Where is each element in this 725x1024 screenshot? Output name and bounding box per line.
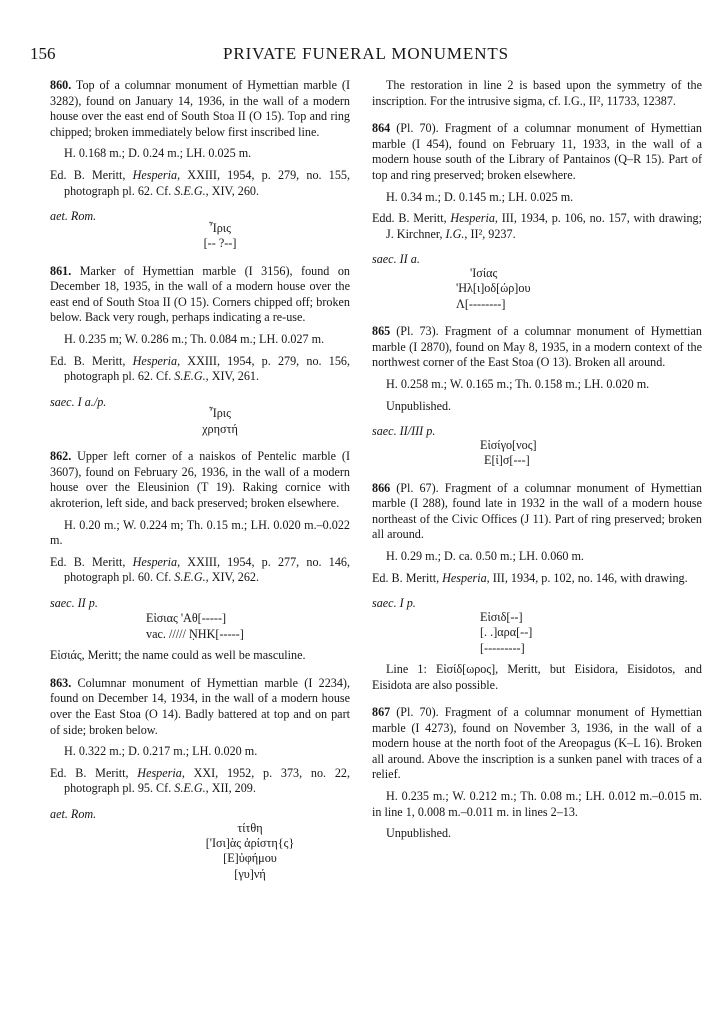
entry-866-description: 866 (Pl. 67). Fragment of a columnar monument of Hymettian marble (I 288), found late in 1932 in the wall of a modern house northeast of the Civic Offices (J 11). Part of ring preserved; broken all around. [372, 480, 702, 542]
entry-867-description: 867 (Pl. 70). Fragment of a columnar monument of Hymettian marble (I 4273), found on November 3, 1936, in the wall of a modern house at the north foot of the Areopagus (K–L 16). Broken all around. Above the inscription is a sunken panel with traces of a relief. [372, 705, 702, 782]
entry-860-inscription: Ἶρις [-- ?--] [203, 220, 237, 251]
entry-860-dimensions: H. 0.168 m.; D. 0.24 m.; LH. 0.025 m. [64, 146, 252, 161]
entry-865-status: Unpublished. [386, 398, 452, 413]
entry-866-date: saec. I p. [372, 596, 416, 611]
entry-862-description: 862. Upper left corner of a naiskos of Pentelic marble (I 3607), found on February 26, 1936, in the wall of a modern house over the Eleusinion (T 19). Raking cornice with akroterion, left side, and back preserved; broken elsewhere. [50, 449, 350, 510]
entry-864-dimensions: H. 0.34 m.; D. 0.145 m.; LH. 0.025 m. [386, 189, 574, 204]
entry-865-date: saec. II/III p. [372, 424, 436, 439]
entry-863-continuation: The restoration in line 2 is based upon the symmetry of the inscription. For the intrusive sigma, cf. I.G., II², 11733, 12387. [372, 78, 702, 108]
right-column [372, 78, 702, 842]
entry-861-edition: Ed. B. Meritt, Hesperia, XXIII, 1954, p. 279, no. 156, photograph pl. 62. Cf. S.E.G., XIV, 261. [50, 353, 350, 384]
entry-862-dimensions: H. 0.20 m.; W. 0.224 m; Th. 0.15 m.; LH. 0.020 m.–0.022 m. [50, 517, 350, 548]
entry-862-inscription: Εἰσιας 'Αθ[-----] vac. ///// ṆΗΚ[-----] [146, 611, 244, 641]
entry-864-edition: Edd. B. Meritt, Hesperia, III, 1934, p. 106, no. 157, with drawing; J. Kirchner, I.G., II², 9237. [372, 211, 703, 241]
entry-863-inscription: τίτθη ['Ισι]ὰς ἀρίστη{ς} [Ε]ὐφήμου [γυ]νή [205, 820, 295, 881]
entry-865-inscription: Εἰσίγο[νος] Ε[ἰ]σ[---] [480, 437, 537, 468]
entry-867-dimensions: H. 0.235 m.; W. 0.212 m.; Th. 0.08 m.; LH. 0.012 m.–0.015 m. in line 1, 0.008 m.–0.011 m. in lines 2–13. [372, 789, 702, 819]
page-header [30, 44, 702, 68]
entry-865-dimensions: H. 0.258 m.; W. 0.165 m.; Th. 0.158 m.; LH. 0.020 m. [386, 376, 650, 391]
entry-864-inscription: 'Ισίας 'Ηλ[ι]οδ[ώρ]ου Λ[--------] [456, 265, 531, 311]
entry-866-dimensions: H. 0.29 m.; D. ca. 0.50 m.; LH. 0.060 m. [386, 548, 584, 563]
entry-864-date: saec. II a. [372, 252, 420, 267]
entry-866-edition: Ed. B. Meritt, Hesperia, III, 1934, p. 102, no. 146, with drawing. [372, 570, 688, 585]
entry-862-note: Εἰσιάς, Meritt; the name could as well be masculine. [50, 648, 306, 663]
entry-866-note: Line 1: Εἰσίδ[ωρος], Meritt, but Eisidora, Eisidotos, and Eisidota are also possible. [372, 661, 702, 692]
left-column [50, 78, 350, 882]
entry-864-description: 864 (Pl. 70). Fragment of a columnar monument of Hymettian marble (I 454), found on February 11, 1933, in the wall of a modern house south of the Library of Pantainos (Q–R 15). Part of top and ring preserved; broken elsewhere. [372, 121, 702, 182]
entry-861-description: 861. Marker of Hymettian marble (I 3156), found on December 18, 1935, in the wall of a modern house over the east end of South Stoa II (O 15). Corners chipped off; broken below. Back very rough, perhaps indicating a re-use. [50, 263, 350, 325]
running-title: PRIVATE FUNERAL MONUMENTS [222, 44, 510, 63]
entry-860-description: 860. Top of a columnar monument of Hymettian marble (I 3282), found on January 14, 1936, in the wall of a modern house over the east end of South Stoa II (O 15). Top and ring chipped; broken immediately below first inscribed line. [50, 78, 350, 139]
entry-863-dimensions: H. 0.322 m.; D. 0.217 m.; LH. 0.020 m. [64, 744, 258, 759]
entry-862-date: saec. II p. [50, 595, 98, 610]
entry-861-inscription: Ἶρις χρηστή [202, 406, 238, 436]
entry-863-date: aet. Rom. [50, 807, 97, 822]
entry-861-dimensions: H. 0.235 m; W. 0.286 m.; Th. 0.084 m.; LH. 0.027 m. [64, 331, 325, 346]
entry-862-edition: Ed. B. Meritt, Hesperia, XXIII, 1954, p. 277, no. 146, photograph pl. 60. Cf. S.E.G., XIV, 262. [50, 554, 350, 585]
entry-863-edition: Ed. B. Meritt, Hesperia, XXI, 1952, p. 373, no. 22, photograph pl. 95. Cf. S.E.G., XII, 209. [50, 765, 350, 796]
page-number: 156 [30, 44, 56, 63]
entry-860-edition: Ed. B. Meritt, Hesperia, XXIII, 1954, p. 279, no. 155, photograph pl. 62. Cf. S.E.G., XIV, 260. [50, 167, 350, 198]
entry-860-date: aet. Rom. [50, 209, 97, 224]
entry-861-date: saec. I a./p. [50, 394, 107, 409]
entry-863-description: 863. Columnar monument of Hymettian marble (I 2234), found on December 14, 1934, in the wall of a modern house over the East Stoa (O 14). Badly battered at top and on part of side; broken below. [50, 675, 350, 737]
entry-867-status: Unpublished. [386, 826, 452, 841]
entry-865-description: 865 (Pl. 73). Fragment of a columnar monument of Hymettian marble (I 2870), found on May 8, 1935, in a modern context of the northwest corner of the East Stoa (O 13). Broken all around. [372, 324, 702, 370]
entry-866-inscription: Εἰσιδ[--] [. .]αρα[--] [---------] [480, 609, 533, 655]
